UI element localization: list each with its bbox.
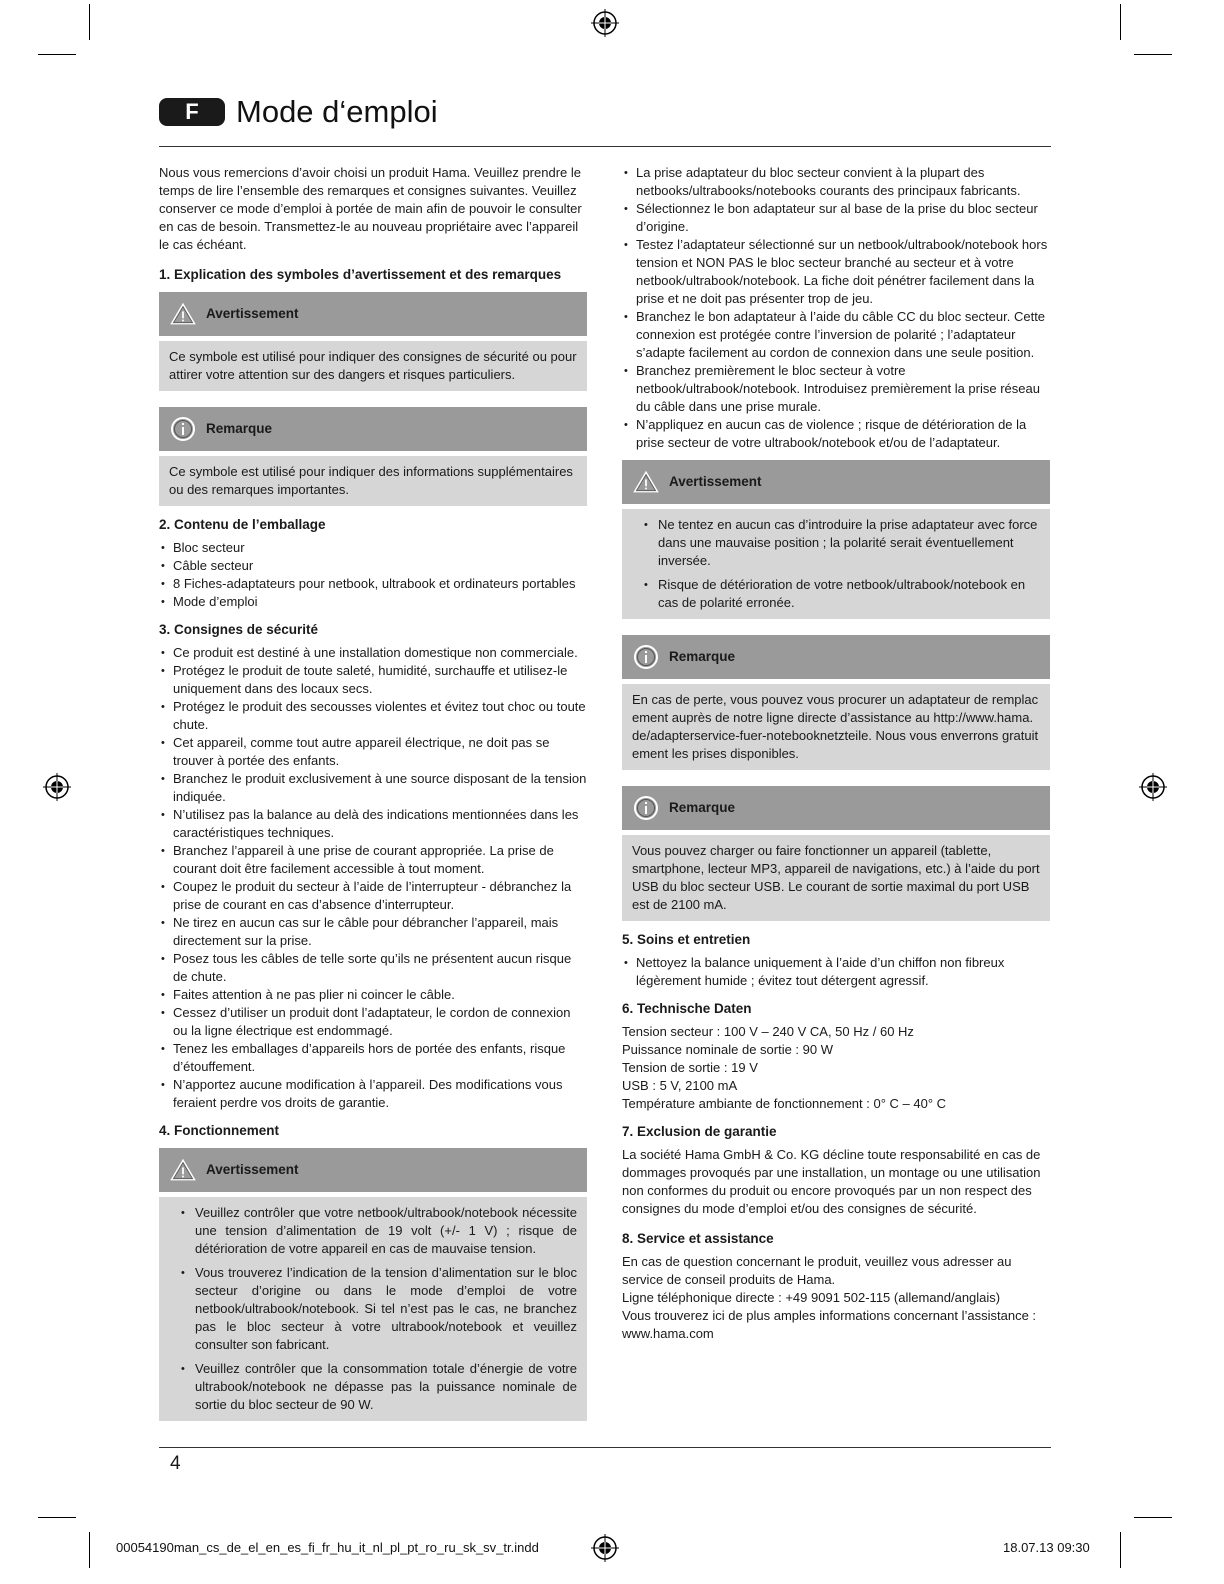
package-contents-list (159, 539, 587, 611)
note-box-body: Vous pouvez charger ou faire fonctionner un appareil (tablette, smartphone, lecteur MP3, appareil de navigations, etc.) à l’aide du port USB du bloc secteur USB. Le courant de sortie maximal du port USB est de 2100 mA. (622, 835, 1050, 921)
crop-mark (1134, 1517, 1172, 1518)
technical-data (622, 1023, 1050, 1113)
section-5-title: 5. Soins et entretien (622, 932, 751, 947)
crop-mark (38, 54, 76, 55)
list-item: • Bloc secteur (159, 539, 587, 557)
list-item: • Branchez le produit exclusivement à une source disposant de la tension indiquée. (159, 770, 587, 806)
list-item: • Faites attention à ne pas plier ni coincer le câble. (159, 986, 587, 1004)
note-label: Remarque (669, 649, 736, 664)
list-item: • Ce produit est destiné à une installation domestique non commerciale. (159, 644, 587, 662)
spec-line: Tension secteur : 100 V – 240 V CA, 50 Hz / 60 Hz (622, 1024, 914, 1039)
list-item: • Ne tirez en aucun cas sur le câble pour débrancher l’appareil, mais directement sur la prise. (159, 914, 587, 950)
registration-mark-icon (1138, 772, 1168, 802)
crop-mark (1120, 4, 1121, 40)
warning-icon (170, 301, 196, 327)
note-box-body: Ce symbole est utilisé pour indiquer des informations supplémentaires ou des remarques importantes. (159, 456, 587, 506)
list-item: • Tenez les emballages d’appareils hors de portée des enfants, risque d’étouffement. (159, 1040, 587, 1076)
crop-mark (38, 1517, 76, 1518)
warning-box-header (159, 292, 587, 336)
note-box-header (159, 407, 587, 451)
section-8-title: 8. Service et assistance (622, 1231, 774, 1246)
intro-paragraph: Nous vous remercions d’avoir choisi un produit Hama. Veuillez prendre le temps de lire l’ensemble des remarques et consignes suivantes. Veuillez conserver ce mode d’emploi à portée de main afin de pouvoir le consulter en cas de besoin. Transmettez-le au nouveau propriétaire avec l’appareil le cas échéant. (159, 165, 582, 252)
service-line: En cas de question concernant le produit, veuillez vous adresser au service de conseil produits de Hama. (622, 1254, 1012, 1287)
list-item: • Veuillez contrôler que votre netbook/ultrabook/notebook nécessite une tension d’alimentation de 19 volt (+/- 1 V) ; risque de détérioration de votre appareil en cas de mauvaise tension. (169, 1204, 577, 1258)
crop-mark (1120, 1532, 1121, 1568)
info-icon (633, 795, 659, 821)
list-item: • Protégez le produit des secousses violentes et évitez tout choc ou toute chute. (159, 698, 587, 734)
registration-mark-icon (590, 1533, 620, 1563)
print-date: 18.07.13 09:30 (1003, 1540, 1090, 1555)
warranty-text: La société Hama GmbH & Co. KG décline toute responsabilité en cas de dommages provoqués par une installation, un montage ou une utilisation non conformes du produit ou encore provoqués par un non respect des consignes du mode d’emploi et/ou des consignes de sécurité. (622, 1147, 1041, 1216)
file-slug: 00054190man_cs_de_el_en_es_fi_fr_hu_it_nl_pl_pt_ro_ru_sk_sv_tr.indd (116, 1540, 539, 1555)
note-box-header (622, 786, 1050, 830)
list-item: • Veuillez contrôler que la consommation totale d’énergie de votre ultrabook/notebook ne dépasse pas la puissance nominale de sortie du bloc secteur de 90 W. (169, 1360, 577, 1414)
list-item: • La prise adaptateur du bloc secteur convient à la plupart des netbooks/ultrabooks/notebooks courants des principaux fabricants. (622, 164, 1050, 200)
warning-label: Avertissement (206, 306, 299, 321)
list-item: • Branchez l’appareil à une prise de courant appropriée. La prise de courant doit être facilement accessible à tout moment. (159, 842, 587, 878)
warning-box-header (622, 460, 1050, 504)
info-icon (633, 644, 659, 670)
list-item: • Cet appareil, comme tout autre appareil électrique, ne doit pas se trouver à portée des enfants. (159, 734, 587, 770)
list-item: • Branchez le bon adaptateur à l’aide du câble CC du bloc secteur. Cette connexion est protégée contre l’inversion de polarité ; l’adaptateur s’adapte facilement au cordon de connexion dans une seule position. (622, 308, 1050, 362)
list-item: • Cessez d’utiliser un produit dont l’adaptateur, le cordon de connexion ou la ligne électrique est endommagé. (159, 1004, 587, 1040)
info-icon (170, 416, 196, 442)
service-line: Ligne téléphonique directe : +49 9091 502-115 (allemand/anglais) (622, 1290, 1001, 1305)
left-column (159, 164, 587, 1437)
section-4-title: 4. Fonctionnement (159, 1123, 280, 1138)
list-item: • Risque de détérioration de votre netbook/ultrabook/notebook en cas de polarité erronée. (632, 576, 1040, 612)
spec-line: Puissance nominale de sortie : 90 W (622, 1042, 833, 1057)
warning-icon (633, 469, 659, 495)
list-item: • Câble secteur (159, 557, 587, 575)
warning-box-body: Ce symbole est utilisé pour indiquer des consignes de sécurité ou pour attirer votre attention sur des dangers et risques particuliers. (159, 341, 587, 391)
note-label: Remarque (206, 421, 273, 436)
list-item: • Coupez le produit du secteur à l’aide de l’interrupteur - débranchez la prise de courant en cas d’absence d’interrupteur. (159, 878, 587, 914)
note-box-body: En cas de perte, vous pouvez vous procurer un adaptateur de remplacement auprès de notre ligne directe d’assistance au http://www.hama.de/adapterservice-fuer-notebooknetzteile. Nous vous enverrons gratuitement les prises disponibles. (622, 684, 1050, 770)
list-item: • Nettoyez la balance uniquement à l’aide d’un chiffon non fibreux légèrement humide ; évitez tout détergent agressif. (622, 954, 1050, 990)
crop-mark (89, 1532, 90, 1568)
page-number: 4 (170, 1453, 181, 1474)
section-2-title: 2. Contenu de l’emballage (159, 517, 326, 532)
list-item: • 8 Fiches-adaptateurs pour netbook, ultrabook et ordinateurs portables (159, 575, 587, 593)
warning-label: Avertissement (206, 1162, 299, 1177)
crop-mark (89, 4, 90, 40)
list-item: • N’utilisez pas la balance au delà des indications mentionnées dans les caractéristiques techniques. (159, 806, 587, 842)
list-item: • Vous trouverez l’indication de la tension d’alimentation sur le bloc secteur d’origine ou dans le mode d’emploi de votre netbook/ultrabook/notebook. Si tel n’est pas le cas, ne branchez pas le bloc secteur à votre ultrabook/notebook et veuillez consulter son fabricant. (169, 1264, 577, 1354)
list-item: • Protégez le produit de toute saleté, humidité, surchauffe et utilisez-le uniquement dans des locaux secs. (159, 662, 587, 698)
list-item: • Posez tous les câbles de telle sorte qu’ils ne présentent aucun risque de chute. (159, 950, 587, 986)
registration-mark-icon (42, 772, 72, 802)
warning-box-body (622, 509, 1050, 619)
list-item: • Mode d’emploi (159, 593, 587, 611)
warning-box-body (159, 1197, 587, 1421)
note-box-header (622, 635, 1050, 679)
safety-list (159, 644, 587, 1112)
spec-line: USB : 5 V, 2100 mA (622, 1078, 738, 1093)
list-item: • Testez l’adaptateur sélectionné sur un netbook/ultrabook/notebook hors tension et NON PAS le bloc secteur branché au secteur et à votre netbook/ultrabook/notebook. La fiche doit pénétrer facilement dans la prise et ne doit pas présenter trop de jeu. (622, 236, 1050, 308)
list-item: • Branchez premièrement le bloc secteur à votre netbook/ultrabook/notebook. Introduisez premièrement la prise réseau du câble dans une prise murale. (622, 362, 1050, 416)
operation-list (622, 164, 1050, 452)
note-label: Remarque (669, 800, 736, 815)
warning-label: Avertissement (669, 474, 762, 489)
section-3-title: 3. Consignes de sécurité (159, 622, 319, 637)
section-7-title: 7. Exclusion de garantie (622, 1124, 777, 1139)
registration-mark-icon (590, 8, 620, 38)
warning-box-header (159, 1148, 587, 1192)
header-rule (159, 146, 1051, 147)
list-item: • N’apportez aucune modification à l’appareil. Des modifications vous feraient perdre vos droits de garantie. (159, 1076, 587, 1112)
list-item: • Sélectionnez le bon adaptateur sur al base de la prise du bloc secteur d’origine. (622, 200, 1050, 236)
service-line: Vous trouverez ici de plus amples informations concernant l’assistance : www.hama.com (622, 1308, 1037, 1341)
section-6-title: 6. Technische Daten (622, 1001, 752, 1016)
page-title: Mode d‘emploi (236, 94, 438, 129)
warning-icon (170, 1157, 196, 1183)
spec-line: Tension de sortie : 19 V (622, 1060, 758, 1075)
footer-rule (159, 1447, 1051, 1448)
section-1-title: 1. Explication des symboles d’avertissement et des remarques (159, 267, 562, 282)
care-list (622, 954, 1050, 990)
spec-line: Température ambiante de fonctionnement : 0° C – 40° C (622, 1096, 947, 1111)
crop-mark (1134, 54, 1172, 55)
right-column (622, 164, 1050, 1343)
list-item: • Ne tentez en aucun cas d’introduire la prise adaptateur avec force dans une mauvaise position ; la polarité serait éventuellement inversée. (632, 516, 1040, 570)
language-tag: F (159, 98, 225, 126)
service-info (622, 1253, 1050, 1343)
list-item: • N’appliquez en aucun cas de violence ; risque de détérioration de la prise secteur de votre ultrabook/notebook et/ou de l’adaptateur. (622, 416, 1050, 452)
